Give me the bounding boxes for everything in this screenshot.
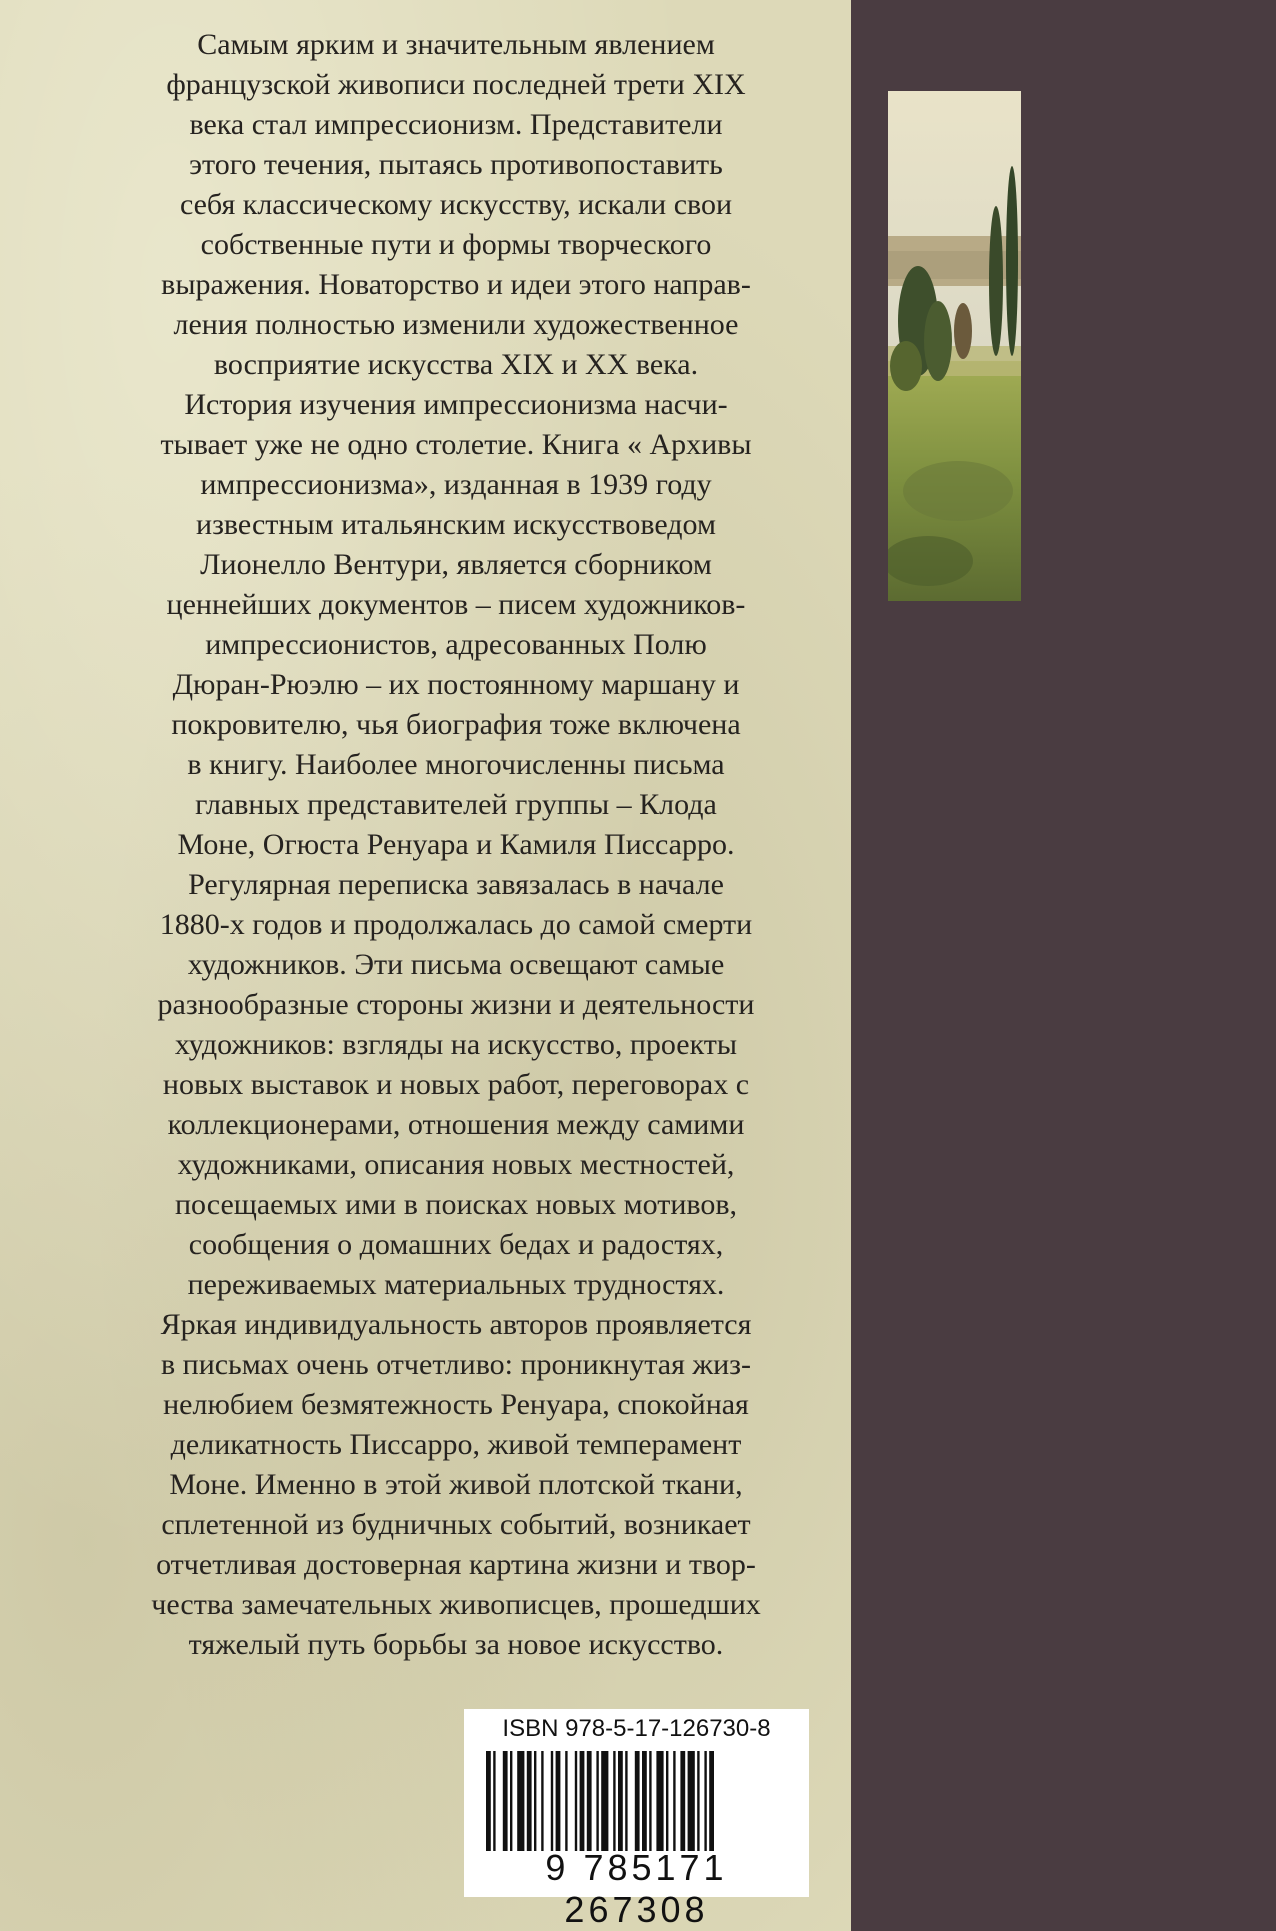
barcode-digits: 9 785171 267308 xyxy=(545,1847,728,1930)
blurb-line: чества замечательных живописцев, прошедших xyxy=(151,1588,761,1621)
blurb-line: нелюбием безмятежность Ренуара, спокойная xyxy=(163,1388,749,1421)
blurb-line: переживаемых материальных трудностях. xyxy=(187,1268,725,1301)
blurb-line: Моне, Огюста Ренуара и Камиля Писсарро. xyxy=(177,828,735,861)
isbn-label: ISBN 978-5-17-126730-8 xyxy=(502,1715,771,1742)
blurb-line: Яркая индивидуальность авторов проявляется xyxy=(160,1308,752,1341)
barcode-icon xyxy=(482,1751,791,1851)
blurb-line: Лионелло Вентури, является сборником xyxy=(200,548,712,581)
blurb-line: ления полностью изменили художественное xyxy=(173,308,739,341)
blurb-line: в книгу. Наиболее многочисленны письма xyxy=(187,748,725,781)
blurb-line: художников: взгляды на искусство, проекты xyxy=(174,1028,738,1061)
blurb-line: История изучения импрессионизма насчи- xyxy=(184,388,728,421)
blurb-line: Самым ярким и значительным явлением xyxy=(197,28,715,61)
blurb-line: покровителю, чья биография тоже включена xyxy=(171,708,741,741)
blurb-line: деликатность Писсарро, живой темперамент xyxy=(170,1428,742,1461)
blurb-line: художников. Эти письма освещают самые xyxy=(187,948,725,981)
blurb-line: этого течения, пытаясь противопоставить xyxy=(189,148,723,181)
blurb-line: тяжелый путь борьбы за новое искусство. xyxy=(188,1628,724,1661)
blurb-text xyxy=(80,25,832,1665)
blurb-line: главных представителей группы – Клода xyxy=(195,788,717,821)
blurb-line: ценнейших документов – писем художников- xyxy=(166,588,746,621)
blurb-line: Моне. Именно в этой живой плотской ткани, xyxy=(169,1468,743,1501)
isbn-barcode-block xyxy=(464,1709,809,1930)
blurb-line: выражения. Новаторство и идеи этого направ- xyxy=(161,268,751,301)
blurb-line: отчетливая достоверная картина жизни и твор- xyxy=(156,1548,756,1581)
blurb-line: разнообразные стороны жизни и деятельности xyxy=(157,988,755,1021)
blurb-line: художниками, описания новых местностей, xyxy=(177,1148,735,1181)
blurb-line: в письмах очень отчетливо: проникнутая жиз- xyxy=(160,1348,752,1381)
blurb-line: импрессионистов, адресованных Полю xyxy=(205,628,707,661)
blurb-line: 1880-х годов и продолжалась до самой смерти xyxy=(159,908,753,941)
blurb-line: новых выставок и новых работ, переговорах с xyxy=(162,1068,750,1101)
blurb-line: импрессионизма», изданная в 1939 году xyxy=(200,468,712,501)
blurb-line: сообщения о домашних бедах и радостях, xyxy=(188,1228,724,1261)
landscape-painting-strip xyxy=(888,91,1021,601)
blurb-line: себя классическому искусству, искали свои xyxy=(179,188,733,221)
blurb-line: века стал импрессионизм. Представители xyxy=(189,108,723,141)
blurb-line: Дюран-Рюэлю – их постоянному маршану и xyxy=(172,668,740,701)
blurb-line: французской живописи последней трети XIX xyxy=(166,68,746,101)
blurb-line: собственные пути и формы творческого xyxy=(200,228,712,261)
blurb-line: сплетенной из будничных событий, возникает xyxy=(161,1508,751,1541)
blurb-line: восприятие искусства XIX и XX века. xyxy=(213,348,699,381)
blurb-line: коллекционерами, отношения между самими xyxy=(167,1108,745,1141)
blurb-line: известным итальянским искусствоведом xyxy=(196,508,716,541)
blurb-line: Регулярная переписка завязалась в начале xyxy=(188,868,724,901)
blurb-line: тывает уже не одно столетие. Книга « Архивы xyxy=(160,428,752,461)
blurb-line: посещаемых ими в поисках новых мотивов, xyxy=(174,1188,738,1221)
